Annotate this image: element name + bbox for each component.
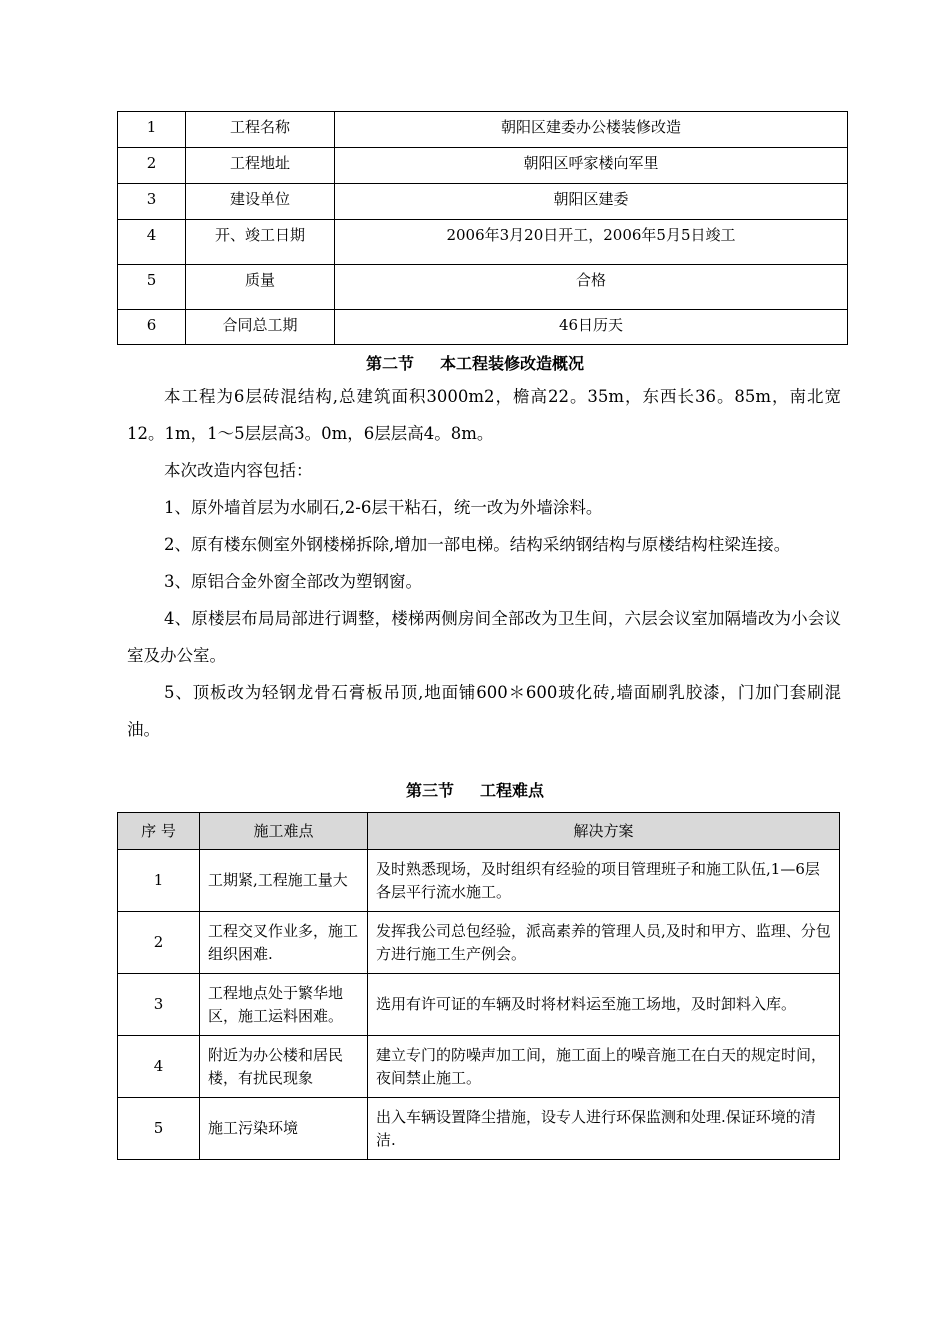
project-info-table: [117, 111, 848, 345]
row-value: 朝阳区建委: [335, 184, 848, 220]
row-number: 4: [118, 220, 186, 265]
paragraph: 1、原外墙首层为水刷石,2-6层干粘石，统一改为外墙涂料。: [164, 498, 603, 517]
row-difficulty: 工程交叉作业多，施工组织困难.: [200, 912, 368, 974]
row-value: 2006年3月20日开工，2006年5月5日竣工: [335, 220, 848, 265]
row-label: 工程名称: [186, 112, 335, 148]
row-solution: 出入车辆设置降尘措施，设专人进行环保监测和处理.保证环境的清洁.: [368, 1098, 840, 1160]
table-row: [118, 265, 848, 310]
table-row: [118, 112, 848, 148]
row-number: 5: [118, 265, 186, 310]
row-label: 开、竣工日期: [186, 220, 335, 265]
section3-heading: [0, 781, 950, 801]
paragraph: 本工程为6层砖混结构,总建筑面积3000m2，檐高22。35m，东西长36。85m，南北宽12。1m，1～5层层高3。0m，6层层高4。8m。: [127, 387, 841, 443]
table-row: [118, 220, 848, 265]
row-label: 建设单位: [186, 184, 335, 220]
row-solution: 发挥我公司总包经验，派高素养的管理人员,及时和甲方、监理、分包方进行施工生产例会。: [368, 912, 840, 974]
row-difficulty: 施工污染环境: [200, 1098, 368, 1160]
row-value: 朝阳区建委办公楼装修改造: [335, 112, 848, 148]
row-solution: 选用有许可证的车辆及时将材料运至施工场地，及时卸料入库。: [368, 974, 840, 1036]
row-value: 合格: [335, 265, 848, 310]
paragraph: 2、原有楼东侧室外钢楼梯拆除,增加一部电梯。结构采纳钢结构与原楼结构柱梁连接。: [164, 535, 791, 554]
row-difficulty: 工期紧,工程施工量大: [200, 850, 368, 912]
row-number: 1: [118, 112, 186, 148]
header-number: 序 号: [118, 813, 200, 850]
section2-title: 本工程装修改造概况: [440, 354, 585, 373]
row-number: 1: [118, 850, 200, 912]
row-label: 工程地址: [186, 148, 335, 184]
paragraph: 5、顶板改为轻钢龙骨石膏板吊顶,地面铺600＊600玻化砖,墙面刷乳胶漆，门加门套刷混油。: [127, 683, 841, 739]
row-number: 6: [118, 310, 186, 345]
section2-heading: [0, 354, 950, 374]
row-number: 4: [118, 1036, 200, 1098]
row-number: 3: [118, 974, 200, 1036]
section2-body: [127, 378, 841, 748]
table-row: [118, 912, 840, 974]
table-header-row: [118, 813, 840, 850]
row-number: 5: [118, 1098, 200, 1160]
header-difficulty: 施工难点: [200, 813, 368, 850]
table-row: [118, 1098, 840, 1160]
row-number: 3: [118, 184, 186, 220]
table-row: [118, 184, 848, 220]
header-solution: 解决方案: [368, 813, 840, 850]
table-row: [118, 974, 840, 1036]
table-row: [118, 148, 848, 184]
row-solution: 及时熟悉现场，及时组织有经验的项目管理班子和施工队伍,1—6层各层平行流水施工。: [368, 850, 840, 912]
row-label: 质量: [186, 265, 335, 310]
row-number: 2: [118, 148, 186, 184]
row-value: 朝阳区呼家楼向军里: [335, 148, 848, 184]
table-row: [118, 850, 840, 912]
row-label: 合同总工期: [186, 310, 335, 345]
row-value: 46日历天: [335, 310, 848, 345]
paragraph: 3、原铝合金外窗全部改为塑钢窗。: [164, 572, 422, 591]
paragraph: 本次改造内容包括：: [164, 461, 313, 480]
row-number: 2: [118, 912, 200, 974]
row-difficulty: 附近为办公楼和居民楼，有扰民现象: [200, 1036, 368, 1098]
table-row: [118, 310, 848, 345]
section3-title: 工程难点: [480, 781, 545, 800]
row-difficulty: 工程地点处于繁华地区，施工运料困难。: [200, 974, 368, 1036]
difficulty-table: [117, 812, 840, 1160]
row-solution: 建立专门的防噪声加工间，施工面上的噪音施工在白天的规定时间，夜间禁止施工。: [368, 1036, 840, 1098]
section2-number: 第二节: [365, 354, 414, 373]
paragraph: 4、原楼层布局局部进行调整，楼梯两侧房间全部改为卫生间，六层会议室加隔墙改为小会议室及办公室。: [127, 609, 841, 665]
table-row: [118, 1036, 840, 1098]
section3-number: 第三节: [405, 781, 454, 800]
